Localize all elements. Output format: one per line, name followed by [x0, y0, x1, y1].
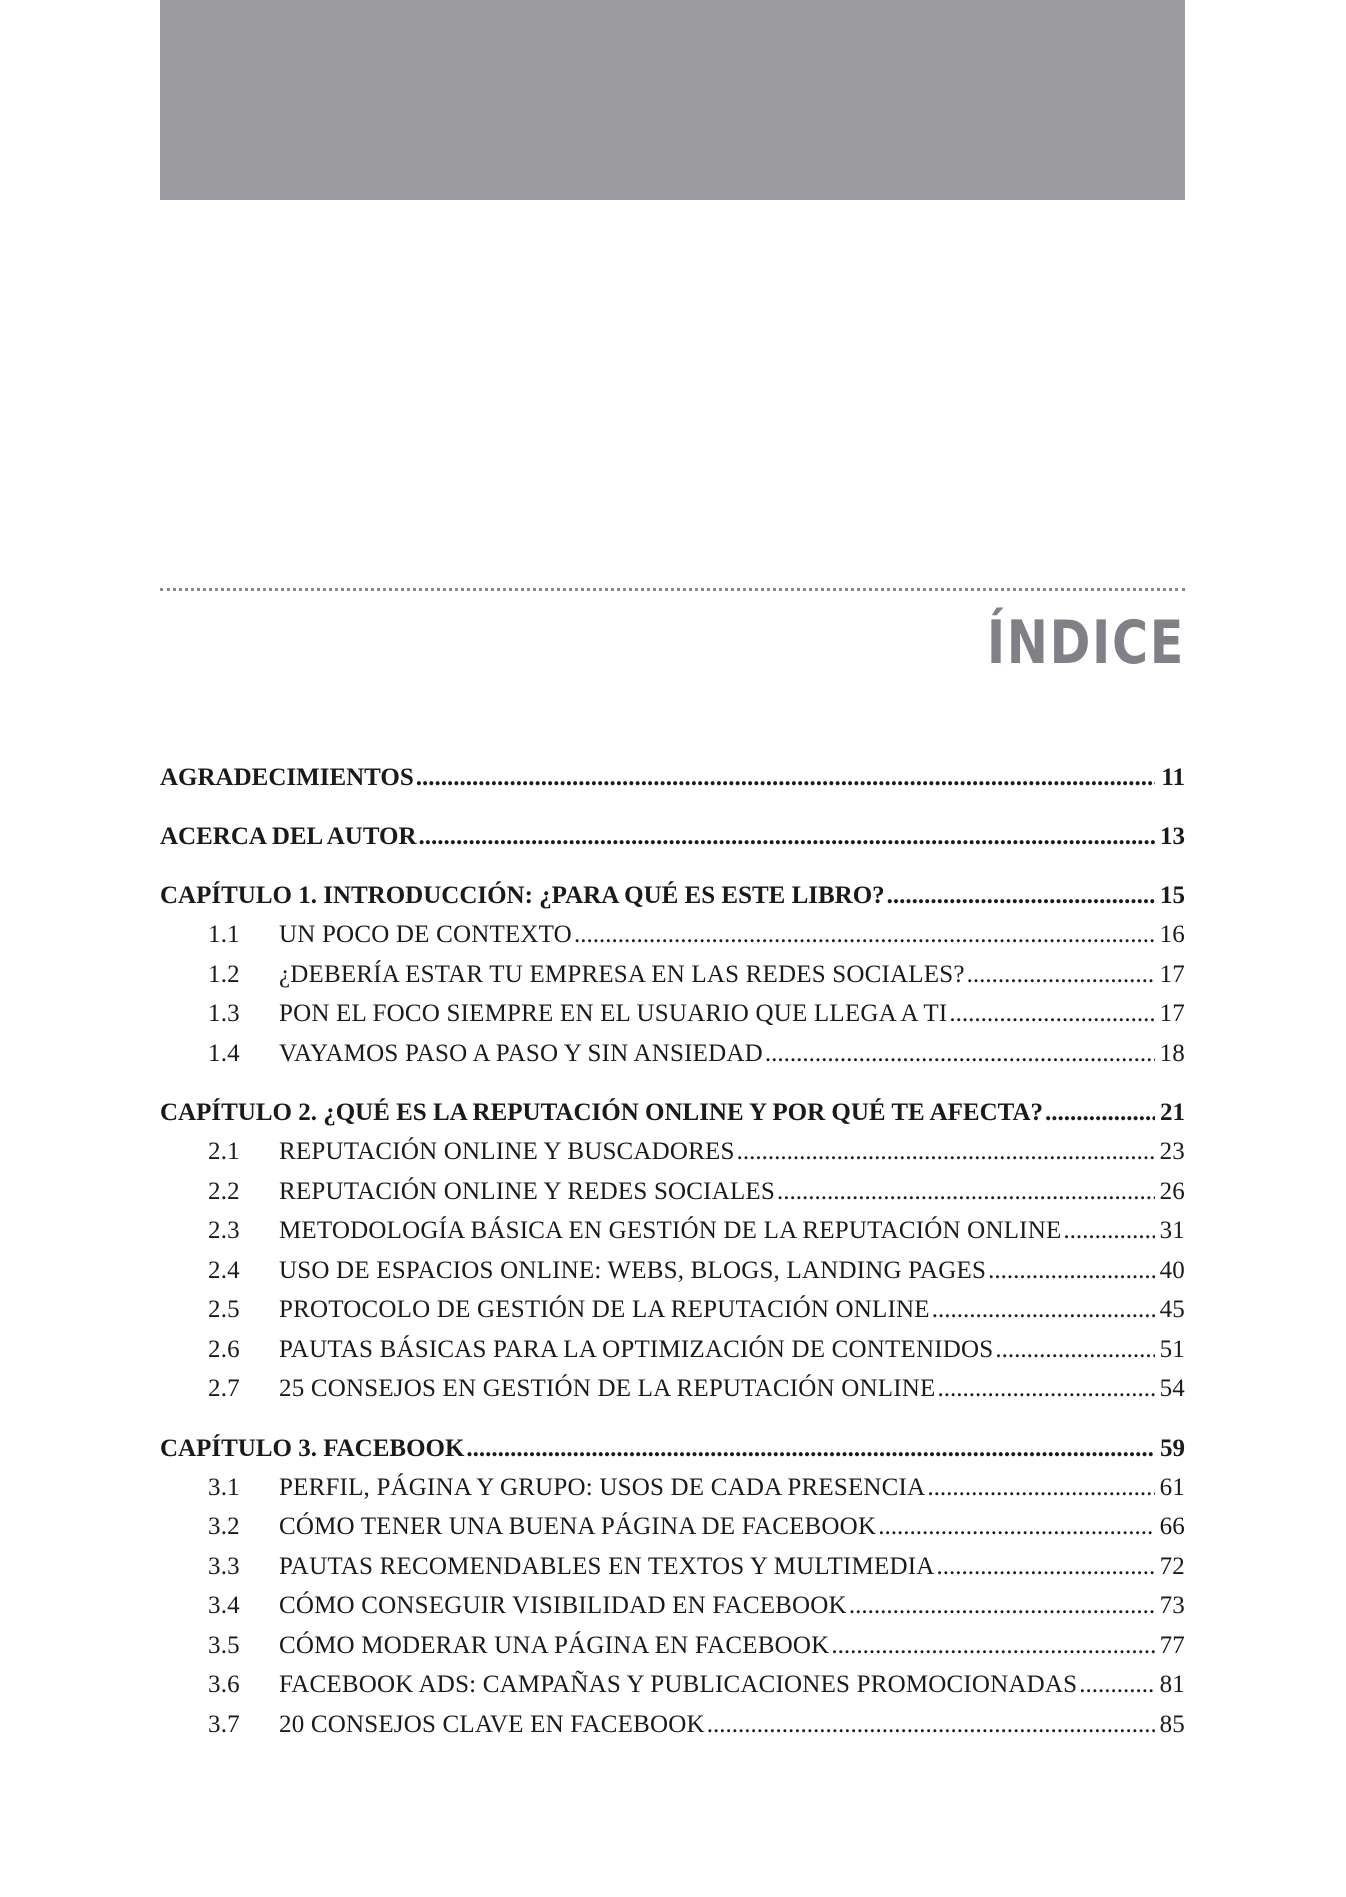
toc-section-entry[interactable]	[160, 994, 1185, 1034]
page-number: 72	[1159, 1552, 1185, 1580]
entry-title: 20 CONSEJOS CLAVE EN FACEBOOK	[279, 1710, 705, 1738]
entry-title: USO DE ESPACIOS ONLINE: WEBS, BLOGS, LANDING PAGES	[279, 1256, 987, 1284]
dot-leader	[1063, 1211, 1155, 1251]
page-number: 23	[1159, 1138, 1185, 1165]
entry-title: CAPÍTULO 2. ¿QUÉ ES LA REPUTACIÓN ONLINE Y POR QUÉ TE AFECTA?	[160, 1099, 1043, 1126]
dot-leader	[932, 1290, 1155, 1330]
section-number: 2.3	[208, 1217, 240, 1244]
section-number: 1.1	[208, 921, 240, 948]
section-number: 2.5	[208, 1296, 240, 1323]
page-title: ÍNDICE	[986, 608, 1185, 678]
toc-chapter-entry[interactable]	[160, 1093, 1185, 1132]
section-number: 2.6	[208, 1335, 240, 1363]
toc-section-entry[interactable]	[160, 1626, 1185, 1666]
toc-section-entry[interactable]	[160, 955, 1185, 995]
dot-leader	[967, 955, 1155, 995]
dot-leader	[419, 817, 1155, 856]
dot-leader	[1045, 1093, 1155, 1132]
page-number: 21	[1160, 1099, 1185, 1126]
entry-title: CAPÍTULO 3. FACEBOOK	[160, 1434, 465, 1462]
section-number: 3.3	[208, 1552, 240, 1580]
section-number: 1.4	[208, 1039, 240, 1067]
page-number: 13	[1160, 823, 1185, 850]
dot-leader	[707, 1705, 1155, 1745]
toc-section-entry[interactable]	[160, 1211, 1185, 1251]
section-number: 3.1	[208, 1473, 240, 1501]
page-number: 18	[1159, 1039, 1185, 1067]
entry-title: PON EL FOCO SIEMPRE EN EL USUARIO QUE LLEGA A TI	[279, 1000, 948, 1027]
section-number: 2.4	[208, 1256, 240, 1284]
page-number: 45	[1159, 1296, 1185, 1323]
dot-leader	[831, 1626, 1155, 1666]
page-number: 54	[1159, 1375, 1185, 1402]
toc-chapter-entry[interactable]	[160, 876, 1185, 915]
toc-section-entry[interactable]	[160, 1251, 1185, 1291]
section-number: 3.5	[208, 1631, 240, 1659]
page-number: 73	[1159, 1592, 1185, 1619]
dot-leader	[938, 1369, 1156, 1409]
dot-leader	[574, 915, 1155, 955]
toc-section-entry[interactable]	[160, 915, 1185, 955]
page-number: 15	[1160, 882, 1185, 909]
toc-chapter-entry[interactable]	[160, 758, 1185, 797]
toc-section-entry[interactable]	[160, 1330, 1185, 1370]
dot-leader	[878, 1507, 1155, 1547]
dot-leader	[416, 758, 1155, 797]
dot-leader	[927, 1468, 1155, 1508]
entry-title: CAPÍTULO 1. INTRODUCCIÓN: ¿PARA QUÉ ES ESTE LIBRO?	[160, 882, 885, 909]
toc-chapter-entry[interactable]	[160, 817, 1185, 856]
entry-title: 25 CONSEJOS EN GESTIÓN DE LA REPUTACIÓN ONLINE	[279, 1375, 936, 1402]
page-number: 77	[1159, 1631, 1185, 1659]
page-number: 26	[1159, 1177, 1185, 1205]
entry-title: REPUTACIÓN ONLINE Y BUSCADORES	[279, 1138, 735, 1165]
page-number: 40	[1159, 1256, 1185, 1284]
dotted-divider	[160, 588, 1185, 591]
toc-section-entry[interactable]	[160, 1705, 1185, 1745]
section-number: 3.7	[208, 1710, 240, 1738]
entry-title: CÓMO MODERAR UNA PÁGINA EN FACEBOOK	[279, 1631, 830, 1659]
section-number: 3.6	[208, 1671, 240, 1698]
toc-section-entry[interactable]	[160, 1586, 1185, 1626]
dot-leader	[737, 1132, 1155, 1172]
section-number: 2.7	[208, 1375, 240, 1402]
page-number: 31	[1159, 1217, 1185, 1244]
entry-title: ACERCA DEL AUTOR	[160, 823, 417, 850]
toc-section-entry[interactable]	[160, 1547, 1185, 1587]
toc-section-entry[interactable]	[160, 1369, 1185, 1409]
entry-title: PAUTAS BÁSICAS PARA LA OPTIMIZACIÓN DE CONTENIDOS	[279, 1335, 994, 1363]
entry-title: METODOLOGÍA BÁSICA EN GESTIÓN DE LA REPUTACIÓN ONLINE	[279, 1217, 1062, 1244]
toc-section-entry[interactable]	[160, 1468, 1185, 1508]
dot-leader	[988, 1251, 1155, 1291]
dot-leader	[1079, 1665, 1155, 1705]
page-number: 51	[1159, 1335, 1185, 1363]
page-number: 81	[1159, 1671, 1185, 1698]
toc-section-entry[interactable]	[160, 1665, 1185, 1705]
dot-leader	[937, 1547, 1156, 1587]
dot-leader	[777, 1172, 1155, 1212]
entry-title: VAYAMOS PASO A PASO Y SIN ANSIEDAD	[279, 1039, 763, 1067]
entry-title: ¿DEBERÍA ESTAR TU EMPRESA EN LAS REDES SOCIALES?	[279, 960, 965, 988]
section-number: 3.4	[208, 1592, 240, 1619]
entry-title: PROTOCOLO DE GESTIÓN DE LA REPUTACIÓN ONLINE	[279, 1296, 930, 1323]
section-number: 1.2	[208, 960, 240, 988]
table-of-contents	[160, 758, 1185, 1744]
page-number: 59	[1160, 1434, 1185, 1462]
dot-leader	[466, 1429, 1155, 1468]
section-number: 3.2	[208, 1513, 240, 1540]
dot-leader	[887, 876, 1155, 915]
section-number: 1.3	[208, 1000, 240, 1027]
page-number: 11	[1161, 764, 1185, 791]
entry-title: CÓMO CONSEGUIR VISIBILIDAD EN FACEBOOK	[279, 1592, 847, 1619]
section-number: 2.1	[208, 1138, 240, 1165]
toc-section-entry[interactable]	[160, 1034, 1185, 1074]
entry-title: CÓMO TENER UNA BUENA PÁGINA DE FACEBOOK	[279, 1513, 877, 1540]
dot-leader	[765, 1034, 1155, 1074]
entry-title: AGRADECIMIENTOS	[160, 764, 414, 791]
page-number: 61	[1159, 1473, 1185, 1501]
entry-title: REPUTACIÓN ONLINE Y REDES SOCIALES	[279, 1177, 775, 1205]
entry-title: FACEBOOK ADS: CAMPAÑAS Y PUBLICACIONES PROMOCIONADAS	[279, 1671, 1078, 1698]
dot-leader	[995, 1330, 1155, 1370]
toc-section-entry[interactable]	[160, 1290, 1185, 1330]
toc-section-entry[interactable]	[160, 1172, 1185, 1212]
section-number: 2.2	[208, 1177, 240, 1205]
page-number: 16	[1159, 921, 1185, 948]
page-number: 17	[1159, 1000, 1185, 1027]
toc-chapter-entry[interactable]	[160, 1429, 1185, 1468]
entry-title: PAUTAS RECOMENDABLES EN TEXTOS Y MULTIMEDIA	[279, 1552, 935, 1580]
entry-title: PERFIL, PÁGINA Y GRUPO: USOS DE CADA PRESENCIA	[279, 1473, 926, 1501]
header-band	[160, 0, 1185, 200]
dot-leader	[949, 994, 1155, 1034]
page-number: 17	[1159, 960, 1185, 988]
toc-section-entry[interactable]	[160, 1507, 1185, 1547]
page-number: 85	[1159, 1710, 1185, 1738]
toc-section-entry[interactable]	[160, 1132, 1185, 1172]
dot-leader	[849, 1586, 1155, 1626]
entry-title: UN POCO DE CONTEXTO	[279, 921, 572, 948]
page-number: 66	[1159, 1513, 1185, 1540]
